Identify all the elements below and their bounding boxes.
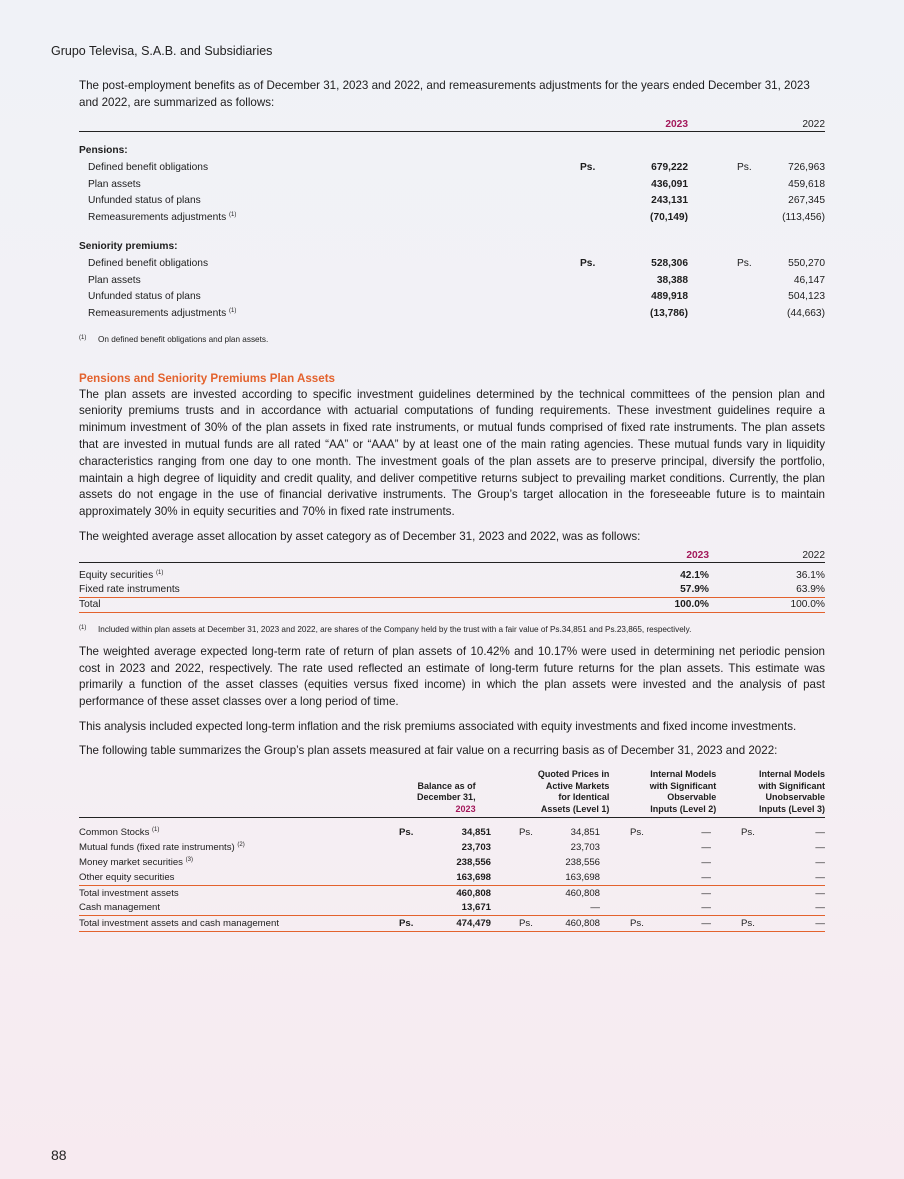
col-2023: 2023 <box>665 118 688 130</box>
benefits-table-header <box>79 114 825 132</box>
value-level3: — <box>815 871 825 883</box>
allocation-footnote: (1) Included within plan assets at December 31, 2023 and 2022, are shares of the Company held by the trust with a fair value of Ps.34,851 and Ps.23,865, respectively. <box>79 624 692 634</box>
row-label <box>79 842 399 853</box>
value-level1: 460,808 <box>565 887 600 899</box>
plan-assets-paragraph: The plan assets are invested according to specific investment guidelines determined by the technical committees of the pension plan and seniority premiums trusts and in accordance with actuarial computations of funding requirements. These investment guidelines require a minimum investment of 30% of the plan assets in fixed rate instruments, or mutual funds comprised of fixed rate instruments. The plan assets that are invested in mutual funds are all rated “AA” or “AAA” by at least one of the main rating agencies. These mutual funds vary in liquidity characteristics ranging from one day to one month. The investment goals of the plan assets are to preserve principal, diversify the portfolio, maintain a high degree of liquidity and credit quality, and deliver competitive returns subject to prevailing market conditions. Currently, the plan assets do not engage in the use of financial derivative instruments. The Group’s target allocation in the foreseeable future is to maintain approximately 30% in equity securities and 70% in fixed rate instruments. <box>79 387 825 519</box>
row-label <box>79 827 399 838</box>
value-2023: 42.1% <box>680 570 709 582</box>
row-label-text: Cash management <box>79 902 161 914</box>
value-level2: — <box>701 827 711 839</box>
value-level3: — <box>815 856 825 868</box>
value-level3: — <box>815 918 825 930</box>
header-line: with Significant <box>758 780 825 791</box>
currency-2023: Ps. <box>580 161 596 173</box>
row-label-text: Unfunded status of plans <box>88 195 201 207</box>
value-balance: 13,671 <box>461 902 491 914</box>
value-balance: 34,851 <box>461 827 491 839</box>
row-label-text: Defined benefit obligations <box>88 257 209 269</box>
row-label-text: Plan assets <box>88 178 141 190</box>
table-row <box>79 305 825 322</box>
header-level1 <box>476 769 610 815</box>
header-line: Active Markets <box>545 780 610 791</box>
row-label <box>79 308 580 319</box>
value-2022: 550,270 <box>788 257 825 269</box>
table-row <box>79 159 825 176</box>
value-2023: 489,918 <box>651 291 688 303</box>
row-label <box>79 179 580 190</box>
currency-level1: Ps. <box>519 918 533 930</box>
plan-assets-title: Pensions and Seniority Premiums Plan Assets <box>79 371 336 385</box>
value-2023: 243,131 <box>651 195 688 207</box>
row-label-text: Equity securities <box>79 570 154 582</box>
intro-paragraph: The post-employment benefits as of December 31, 2023 and 2022, and remeasurements adjustments for the years ended December 31, 2023 and 2022, are summarized as follows: <box>79 79 810 109</box>
table-row <box>79 192 825 209</box>
header-line: Internal Models <box>758 769 825 780</box>
row-label <box>79 902 399 913</box>
table-row <box>79 255 825 272</box>
value-level3: — <box>815 887 825 899</box>
fair-value-intro: The following table summarizes the Group’s plan assets measured at fair value on a recurring basis as of December 31, 2023 and 2022: <box>79 743 778 757</box>
header-level3 <box>716 769 825 815</box>
value-level2: — <box>701 842 711 854</box>
value-2023: 528,306 <box>651 257 688 269</box>
row-label <box>79 212 580 223</box>
header-line: Unobservable <box>765 792 825 803</box>
table-row <box>79 569 825 583</box>
footnote-ref: (1) <box>229 211 237 218</box>
header-balance <box>79 781 476 816</box>
row-label <box>79 888 399 899</box>
seniority-group-label: Seniority premiums: <box>79 241 178 253</box>
row-label-text: Defined benefit obligations <box>88 161 209 173</box>
allocation-rows <box>79 569 825 613</box>
fair-value-table <box>79 761 825 932</box>
value-balance: 474,479 <box>456 918 491 930</box>
row-label <box>79 291 580 302</box>
header-line: Internal Models <box>650 769 717 780</box>
page-header: Grupo Televisa, S.A.B. and Subsidiaries <box>51 44 273 58</box>
value-balance: 460,808 <box>456 887 491 899</box>
value-2022: 504,123 <box>788 291 825 303</box>
row-label <box>79 275 580 286</box>
currency-2023: Ps. <box>580 257 596 269</box>
currency-level1: Ps. <box>519 827 533 839</box>
pensions-rows <box>79 159 825 225</box>
row-label-text: Total <box>79 599 101 611</box>
inflation-paragraph: This analysis included expected long-term inflation and the risk premiums associated with equity investments and fixed income investments. <box>79 719 797 733</box>
value-level1: 460,808 <box>565 918 600 930</box>
row-label-text: Mutual funds (fixed rate instruments) <box>79 842 235 854</box>
header-line: 2023 <box>455 803 476 814</box>
row-label <box>79 162 580 173</box>
value-2022: 36.1% <box>796 570 825 582</box>
currency-balance: Ps. <box>399 827 414 839</box>
value-level2: — <box>701 856 711 868</box>
value-2023: 57.9% <box>680 584 709 596</box>
row-label <box>79 599 629 610</box>
header-line: Observable <box>667 792 717 803</box>
currency-level3: Ps. <box>741 827 755 839</box>
currency-level3: Ps. <box>741 918 755 930</box>
row-label-text: Unfunded status of plans <box>88 291 201 303</box>
currency-balance: Ps. <box>399 918 414 930</box>
currency-level2: Ps. <box>630 827 644 839</box>
value-2023: 679,222 <box>651 161 688 173</box>
footnote-ref: (3) <box>185 856 193 863</box>
row-label-text: Remeasurements adjustments <box>88 307 227 319</box>
value-level3: — <box>815 827 825 839</box>
value-level1: 238,556 <box>565 856 600 868</box>
header-line: Quoted Prices in <box>537 769 610 780</box>
allocation-intro: The weighted average asset allocation by asset category as of December 31, 2023 and 2022, was as follows: <box>79 529 641 543</box>
table-row <box>79 886 825 901</box>
header-level2 <box>609 769 716 815</box>
table-row <box>79 855 825 870</box>
header-line: Balance as of <box>417 780 476 791</box>
row-label-text: Other equity securities <box>79 871 175 883</box>
value-2022: (113,456) <box>782 211 825 223</box>
value-balance: 238,556 <box>456 856 491 868</box>
table-row <box>79 176 825 193</box>
footnote-ref: (2) <box>237 842 245 849</box>
row-label <box>79 584 629 595</box>
row-label <box>79 258 580 269</box>
value-2022: 459,618 <box>788 178 825 190</box>
row-label-text: Total investment assets <box>79 887 179 899</box>
value-level1: 23,703 <box>570 842 600 854</box>
header-line: with Significant <box>649 780 717 791</box>
header-line: December 31, <box>417 792 476 803</box>
table-row <box>79 840 825 855</box>
allocation-table <box>79 547 825 613</box>
currency-2022: Ps. <box>737 257 752 269</box>
table-row <box>79 272 825 289</box>
row-label <box>79 918 399 929</box>
row-label-text: Money market securities <box>79 856 183 868</box>
table-row <box>79 209 825 226</box>
row-label <box>79 570 629 581</box>
page-number: 88 <box>51 1147 67 1163</box>
col-2022: 2022 <box>802 118 825 130</box>
value-2022: 267,345 <box>788 195 825 207</box>
table-row <box>79 825 825 840</box>
value-2022: 46,147 <box>793 274 825 286</box>
value-balance: 163,698 <box>456 871 491 883</box>
value-level2: — <box>701 902 711 914</box>
page-content <box>79 78 825 932</box>
table-row <box>79 583 825 598</box>
allocation-table-header: 2023 2022 <box>79 547 825 563</box>
value-2023: (70,149) <box>650 211 688 223</box>
fair-value-rows <box>79 825 825 932</box>
value-level2: — <box>701 871 711 883</box>
value-level1: 34,851 <box>570 827 600 839</box>
value-level2: — <box>701 918 711 930</box>
row-label-text: Fixed rate instruments <box>79 584 180 596</box>
fair-value-table-header <box>79 761 825 818</box>
value-2022: 100.0% <box>790 599 825 611</box>
table-row <box>79 598 825 613</box>
footnote-ref: (1) <box>152 827 160 834</box>
value-level2: — <box>701 887 711 899</box>
table-row <box>79 916 825 932</box>
return-paragraph: The weighted average expected long-term rate of return of plan assets of 10.42% and 10.17% were used in determining net periodic pension cost in 2023 and 2022, respectively. The rate used reflected an estimate of long-term future returns for the plan assets. This estimate was primarily a function of the asset classes (equities versus fixed income) in which the plan assets were invested and the analysis of past performance of these asset classes over a long period of time. <box>79 644 825 709</box>
seniority-rows <box>79 255 825 321</box>
value-2023: 100.0% <box>674 599 709 611</box>
row-label-text: Remeasurements adjustments <box>88 211 227 223</box>
footnote-ref: (1) <box>156 570 164 577</box>
value-level3: — <box>815 842 825 854</box>
row-label-text: Total investment assets and cash management <box>79 918 279 930</box>
value-level1: 163,698 <box>565 871 600 883</box>
value-balance: 23,703 <box>461 842 491 854</box>
header-line: for Identical <box>558 792 610 803</box>
table-row <box>79 288 825 305</box>
header-line: Assets (Level 1) <box>540 803 610 814</box>
header-line: Inputs (Level 3) <box>758 803 825 814</box>
value-2022: 726,963 <box>788 161 825 173</box>
benefits-footnote: (1) On defined benefit obligations and plan assets. <box>79 334 269 344</box>
row-label <box>79 872 399 883</box>
header-line: Inputs (Level 2) <box>650 803 717 814</box>
row-label <box>79 857 399 868</box>
value-level1: — <box>590 902 600 914</box>
value-2023: 436,091 <box>651 178 688 190</box>
pensions-group-label: Pensions: <box>79 145 128 157</box>
value-2022: 63.9% <box>796 584 825 596</box>
row-label-text: Common Stocks <box>79 827 150 839</box>
value-2023: 38,388 <box>656 274 688 286</box>
value-2022: (44,663) <box>787 307 825 319</box>
value-2023: (13,786) <box>650 307 688 319</box>
row-label <box>79 195 580 206</box>
table-row <box>79 900 825 916</box>
currency-2022: Ps. <box>737 161 752 173</box>
currency-level2: Ps. <box>630 918 644 930</box>
benefits-table <box>79 114 825 322</box>
table-row <box>79 870 825 886</box>
row-label-text: Plan assets <box>88 274 141 286</box>
footnote-ref: (1) <box>229 307 237 314</box>
value-level3: — <box>815 902 825 914</box>
